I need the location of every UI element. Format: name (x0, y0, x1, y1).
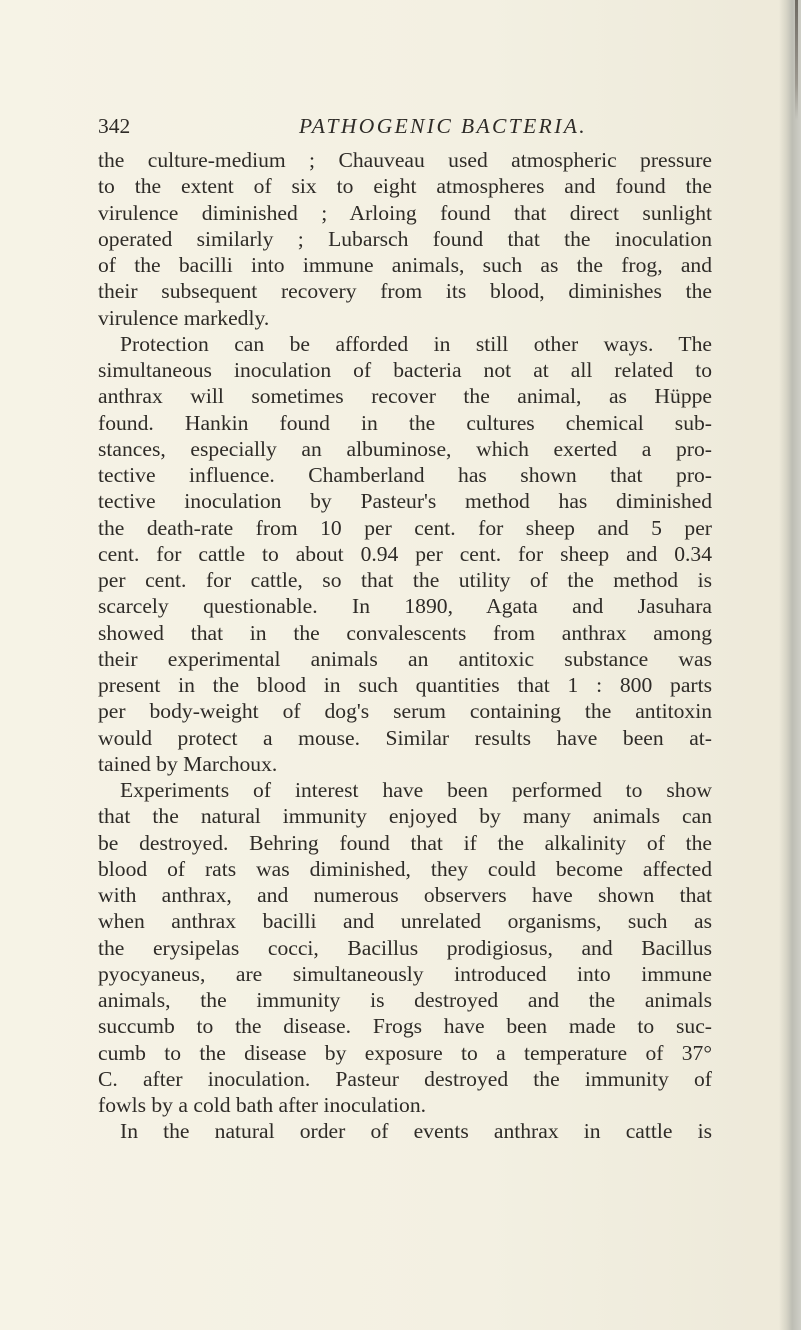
text-line: blood of rats was diminished, they could become affected (98, 856, 712, 881)
text-line: to the extent of six to eight atmospheres and found the (98, 174, 712, 199)
text-line: stances, especially an albuminose, which exerted a pro- (98, 436, 712, 461)
text-line: their experimental animals an antitoxic substance was (98, 646, 712, 671)
text-line: present in the blood in such quantities that 1 : 800 parts (98, 673, 712, 697)
text-line: be destroyed. Behring found that if the alkalinity of the (98, 830, 712, 855)
text-line: operated similarly ; Lubarsch found that the inoculation (98, 226, 712, 251)
text-line: tective influence. Chamberland has shown that pro- (98, 463, 712, 487)
text-line: fowls by a cold bath after inoculation. (98, 1093, 427, 1117)
text-line: pyocyaneus, are simultaneously introduced into immune (98, 961, 712, 986)
text-line: tained by Marchoux. (98, 751, 278, 776)
text-line: anthrax will sometimes recover the animal, as Hüppe (98, 384, 712, 409)
text-line: found. Hankin found in the cultures chemical sub- (98, 410, 712, 435)
text-line: that the natural immunity enjoyed by many animals can (98, 804, 712, 829)
text-line: cent. for cattle to about 0.94 per cent. for sheep and 0.34 (98, 541, 712, 566)
text-line: when anthrax bacilli and unrelated organisms, such as (98, 909, 712, 934)
text-line: the culture-medium ; Chauveau used atmospheric pressure (98, 148, 712, 172)
text-line: with anthrax, and numerous observers have shown that (98, 883, 712, 907)
running-head: PATHOGENIC BACTERIA. (299, 114, 588, 138)
text-line: In the natural order of events anthrax in cattle is (120, 1119, 712, 1144)
page-edge-shadow (779, 0, 801, 1330)
text-line: virulence markedly. (98, 305, 270, 330)
text-line: their subsequent recovery from its blood, diminishes the (98, 279, 712, 304)
text-line: Experiments of interest have been performed to show (120, 778, 712, 802)
text-line: per cent. for cattle, so that the utility of the method is (98, 568, 712, 592)
text-line: succumb to the disease. Frogs have been made to suc- (98, 1014, 712, 1039)
text-line: tective inoculation by Pasteur's method has diminished (98, 489, 712, 514)
text-line: cumb to the disease by exposure to a temperature of 37° (98, 1040, 712, 1065)
text-line: the erysipelas cocci, Bacillus prodigiosus, and Bacillus (98, 935, 712, 960)
text-line: animals, the immunity is destroyed and the animals (98, 988, 712, 1012)
text-line: showed that in the convalescents from anthrax among (98, 620, 712, 645)
text-line: the death-rate from 10 per cent. for sheep and 5 per (98, 515, 712, 540)
text-line: scarcely questionable. In 1890, Agata and Jasuhara (98, 594, 712, 619)
text-line: of the bacilli into immune animals, such as the frog, and (98, 253, 712, 277)
page-number: 342 (98, 114, 131, 138)
page-header (98, 109, 738, 143)
text-line: would protect a mouse. Similar results have been at- (98, 725, 712, 750)
text-line: per body-weight of dog's serum containing the antitoxin (98, 699, 712, 724)
page-edge-dark (795, 0, 798, 120)
text-line: simultaneous inoculation of bacteria not at all related to (98, 358, 712, 382)
text-line: virulence diminished ; Arloing found that direct sunlight (98, 200, 712, 225)
text-line: C. after inoculation. Pasteur destroyed the immunity of (98, 1066, 712, 1091)
body-text (98, 147, 712, 1145)
text-line: Protection can be afforded in still other ways. The (120, 331, 712, 356)
